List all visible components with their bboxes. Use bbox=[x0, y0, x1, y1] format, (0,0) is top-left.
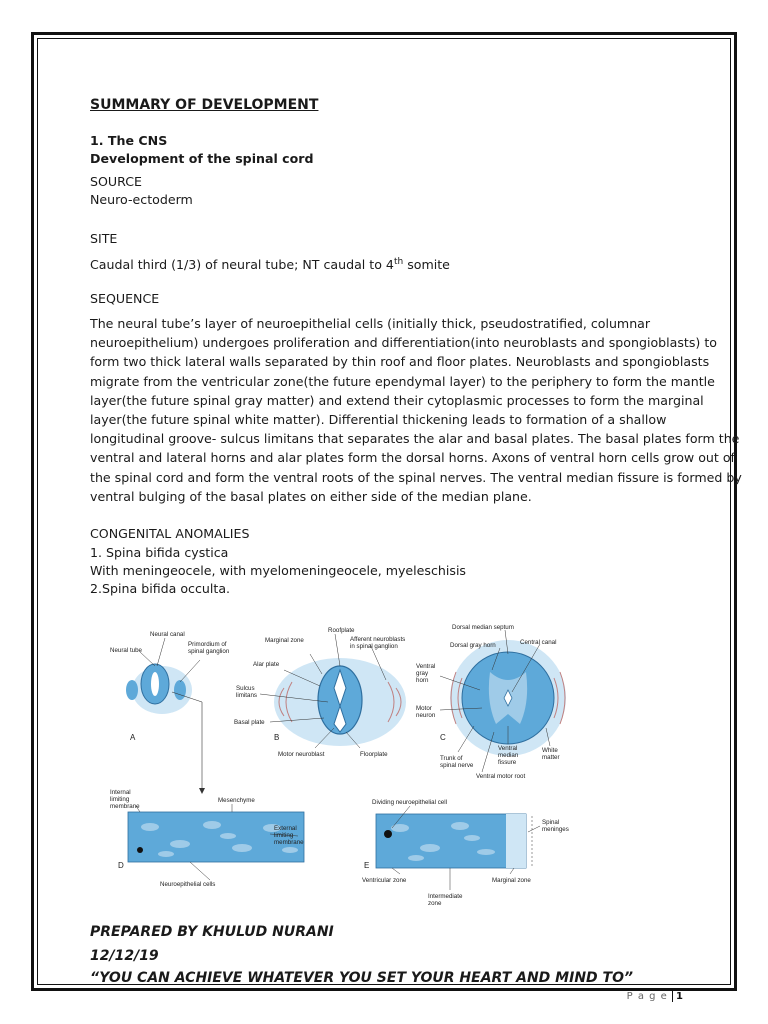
site-label: SITE bbox=[90, 231, 118, 246]
label-trunk-2: spinal nerve bbox=[440, 762, 474, 769]
label-ventral-gray-1: Ventral bbox=[416, 663, 436, 670]
site-value bbox=[90, 253, 450, 274]
label-dorsal-median-septum: Dorsal median septum bbox=[452, 624, 514, 631]
label-external-1: External bbox=[274, 825, 297, 832]
sequence-label: SEQUENCE bbox=[90, 291, 160, 306]
sequence-line: The neural tube’s layer of neuroepithelial cells (initially thick, pseudostratified, columnar bbox=[90, 316, 651, 331]
document-title: SUMMARY OF DEVELOPMENT bbox=[90, 97, 319, 113]
label-marginal-zone: Marginal zone bbox=[265, 637, 304, 644]
panel-label-e: E bbox=[364, 861, 370, 870]
label-alar-plate: Alar plate bbox=[253, 661, 280, 668]
sequence-line: the spinal cord and form the ventral roots of the spinal nerves. The ventral median fissure is formed by bbox=[90, 469, 742, 485]
label-primordium-1: Primordium of bbox=[188, 641, 227, 648]
label-neural-tube: Neural tube bbox=[110, 647, 142, 654]
label-internal-3: membrane bbox=[110, 803, 140, 810]
label-spinal-meninges-1: Spinal bbox=[542, 819, 560, 826]
label-basal-plate: Basal plate bbox=[234, 719, 265, 726]
label-trunk-1: Trunk of bbox=[440, 755, 463, 762]
label-motor-neuroblast: Motor neuroblast bbox=[278, 751, 325, 758]
section-number-title: 1. The CNS bbox=[90, 133, 168, 148]
panel-b-alar-basal-plates bbox=[274, 658, 406, 746]
label-roofplate: Roofplate bbox=[328, 627, 355, 634]
label-sulcus-1: Sulcus bbox=[236, 685, 255, 692]
label-internal-1: Internal bbox=[110, 789, 131, 796]
label-floorplate: Floorplate bbox=[360, 751, 388, 758]
sequence-line: form two thick lateral walls separated by thin roof and floor plates. Neuroblasts and spongioblasts bbox=[90, 354, 710, 370]
label-neural-canal: Neural canal bbox=[150, 631, 185, 638]
label-marginal-zone-e: Marginal zone bbox=[492, 877, 531, 884]
label-central-canal: Central canal bbox=[520, 639, 557, 646]
anomalies-label: CONGENITAL ANOMALIES bbox=[90, 526, 250, 541]
label-afferent-2: in spinal ganglion bbox=[350, 643, 398, 650]
label-motor-neuron-1: Motor bbox=[416, 705, 432, 712]
anomaly-item: 1. Spina bifida cystica bbox=[90, 545, 229, 560]
panel-label-c: C bbox=[440, 733, 446, 742]
label-intermediate-2: zone bbox=[428, 900, 442, 907]
label-white-2: matter bbox=[542, 754, 560, 761]
label-internal-2: limiting bbox=[110, 796, 130, 803]
sequence-line: ventral and lateral horns and alar plates form the dorsal horns. Axons of ventral horn cells grow out of bbox=[90, 450, 735, 466]
site-value-sup: th bbox=[393, 257, 404, 267]
label-dorsal-gray-horn: Dorsal gray horn bbox=[450, 642, 496, 649]
anomaly-item: With meningeocele, with myelomeningeocele, myeleschisis bbox=[90, 563, 466, 578]
motivational-quote: “YOU CAN ACHIEVE WHATEVER YOU SET YOUR HEART AND MIND TO” bbox=[90, 970, 633, 986]
panel-label-d: D bbox=[118, 861, 124, 870]
sequence-line: layer(the future spinal gray matter) and extend their cytoplasmic processes to form the marginal bbox=[90, 392, 704, 408]
label-motor-neuron-2: neuron bbox=[416, 712, 436, 719]
label-ventral-motor-root: Ventral motor root bbox=[476, 773, 526, 780]
panel-label-a: A bbox=[130, 733, 136, 742]
prepared-by: PREPARED BY KHULUD NURANI bbox=[90, 924, 334, 940]
site-value-prefix: Caudal third (1/3) of neural tube; NT caudal to 4 bbox=[90, 257, 394, 273]
label-spinal-meninges-2: meninges bbox=[542, 826, 569, 833]
label-vmf-1: Ventral bbox=[498, 745, 518, 752]
label-ventricular-zone: Ventricular zone bbox=[362, 877, 407, 884]
label-intermediate-1: Intermediate bbox=[428, 893, 463, 900]
label-vmf-2: median bbox=[498, 752, 519, 759]
spinal-cord-development-figure bbox=[110, 622, 590, 912]
sequence-line: neuroepithelium) undergoes proliferation and differentiation(into neuroblasts and spongioblasts) to bbox=[90, 335, 717, 351]
label-ventral-gray-2: gray bbox=[416, 670, 429, 677]
label-dividing-cell: Dividing neuroepithelial cell bbox=[372, 799, 447, 806]
sequence-line: ventral bulging of the basal plates on either side of the median plane. bbox=[90, 488, 532, 504]
sequence-paragraph bbox=[90, 314, 742, 506]
label-afferent-1: Afferent neuroblasts bbox=[350, 636, 406, 643]
label-white-1: White bbox=[542, 747, 558, 754]
panel-e-zones bbox=[376, 814, 532, 868]
page-number-value: 1 bbox=[672, 991, 684, 1002]
label-mesenchyme: Mesenchyme bbox=[218, 797, 255, 804]
label-external-3: membrane bbox=[274, 839, 304, 846]
sequence-line: layer(the future spinal white matter). Differential thickening leads to formation of a shallow bbox=[90, 412, 667, 428]
page-label: P a g e bbox=[626, 991, 668, 1002]
sequence-line: longitudinal groove- sulcus limitans that separates the alar and basal plates. The basal plates form the bbox=[90, 431, 740, 447]
source-label: SOURCE bbox=[90, 174, 142, 189]
anomaly-item: 2.Spina bifida occulta. bbox=[90, 581, 231, 596]
site-value-suffix: somite bbox=[403, 257, 450, 273]
panel-a-neural-tube bbox=[126, 664, 205, 794]
label-neuroepithelial-cells: Neuroepithelial cells bbox=[160, 881, 216, 888]
prepared-date: 12/12/19 bbox=[90, 948, 159, 964]
section-subtitle: Development of the spinal cord bbox=[90, 151, 314, 166]
label-ventral-gray-3: horn bbox=[416, 677, 429, 684]
source-value: Neuro-ectoderm bbox=[90, 192, 193, 207]
label-sulcus-2: limitans bbox=[236, 692, 257, 699]
label-external-2: limiting bbox=[274, 832, 294, 839]
label-vmf-3: fissure bbox=[498, 759, 517, 766]
label-primordium-2: spinal ganglion bbox=[188, 648, 230, 655]
panel-label-b: B bbox=[274, 733, 280, 742]
page-number bbox=[627, 991, 684, 1002]
sequence-line: migrate from the ventricular zone(the future ependymal layer) to the periphery to form the mantle bbox=[90, 373, 715, 389]
